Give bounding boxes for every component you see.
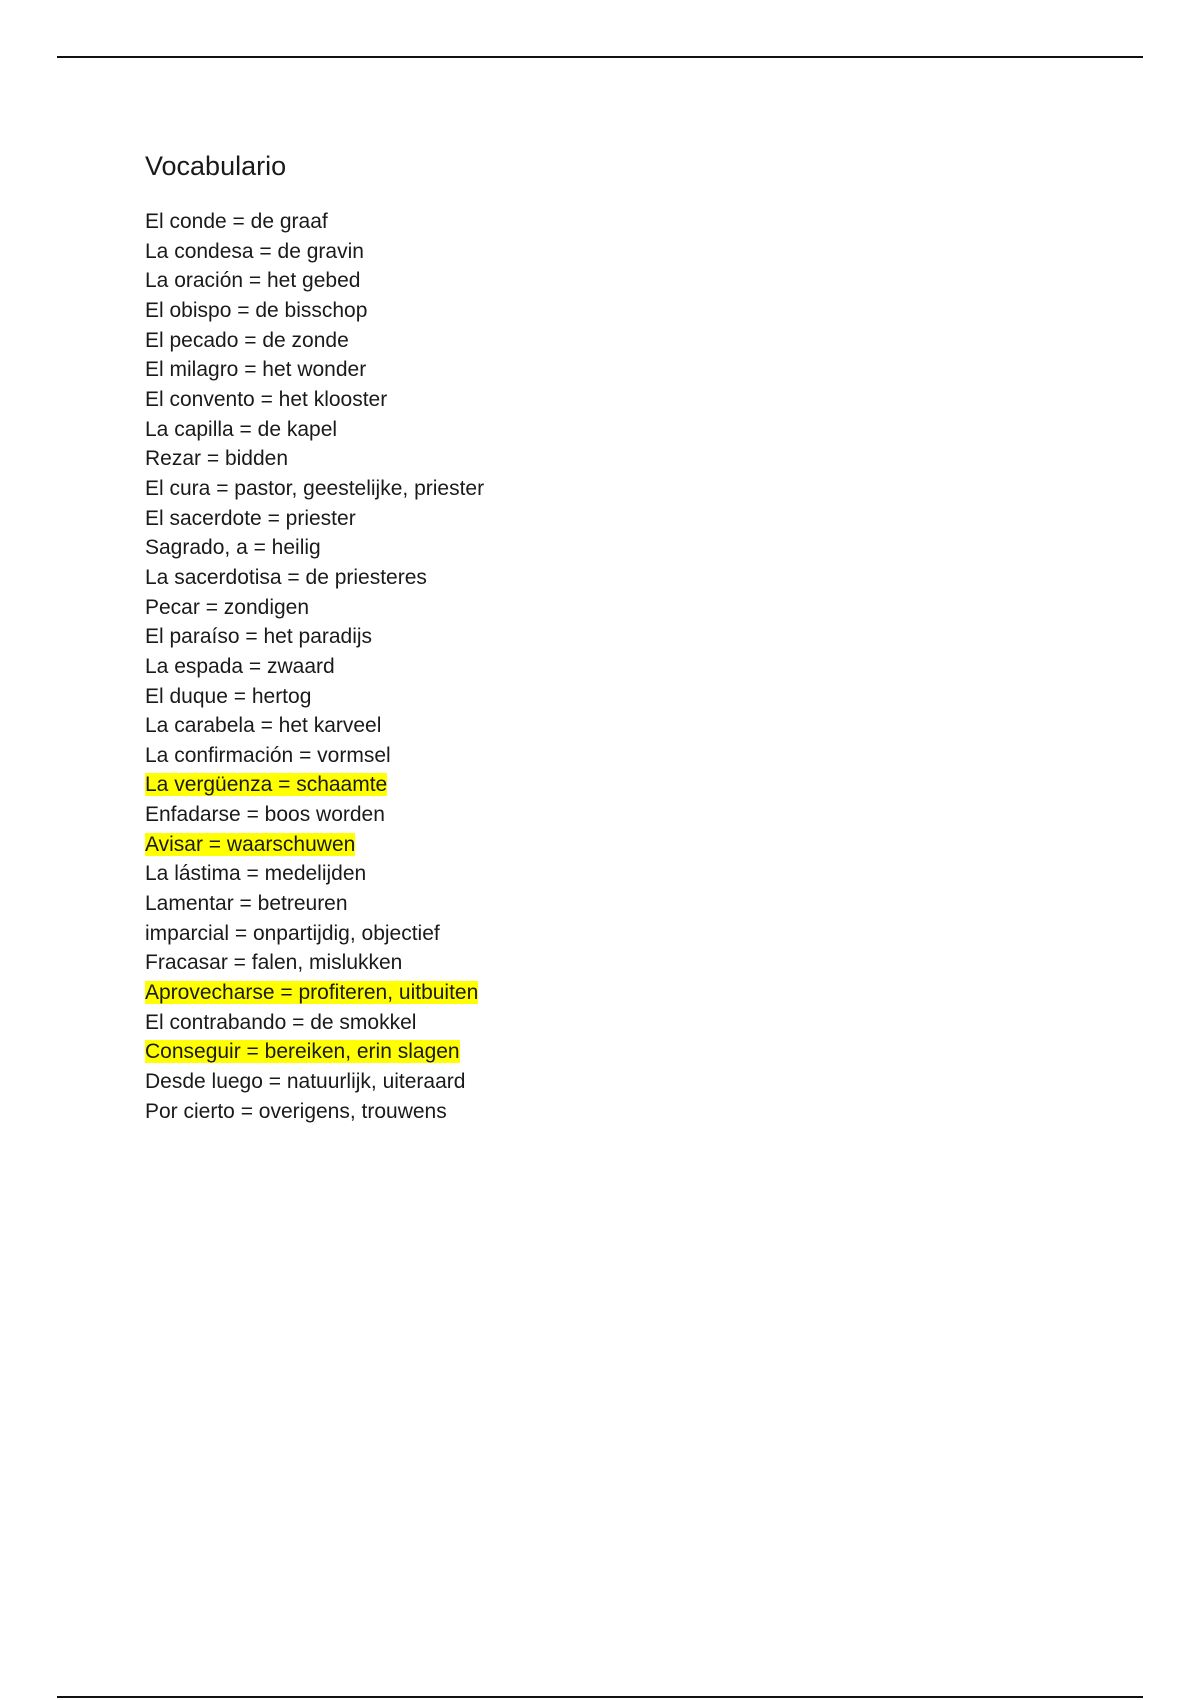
vocab-entry: [145, 948, 1045, 978]
vocab-text: El obispo = de bisschop: [145, 298, 368, 322]
vocab-text: Pecar = zondigen: [145, 595, 310, 619]
vocab-text: imparcial = onpartijdig, objectief: [145, 921, 440, 945]
vocab-text: Rezar = bidden: [145, 447, 289, 471]
vocab-text: Desde luego = natuurlijk, uiteraard: [145, 1070, 466, 1094]
vocab-entry: [145, 385, 1045, 415]
vocab-text: El cura = pastor, geestelijke, priester: [145, 476, 485, 500]
vocab-text: El milagro = het wonder: [145, 358, 367, 382]
vocab-text: El pecado = de zonde: [145, 328, 349, 352]
vocab-text: Sagrado, a = heilig: [145, 536, 321, 560]
vocab-text: La condesa = de gravin: [145, 239, 364, 263]
footer-rule: [57, 1696, 1143, 1698]
vocab-entry: [145, 533, 1045, 563]
header-rule: [57, 56, 1143, 58]
vocab-entry: [145, 919, 1045, 949]
vocab-text: Por cierto = overigens, trouwens: [145, 1099, 447, 1123]
document-title: Vocabulario: [145, 151, 287, 181]
vocab-entry: [145, 474, 1045, 504]
vocab-entry: [145, 563, 1045, 593]
vocab-entry: [145, 1037, 1045, 1067]
vocab-entry: [145, 1067, 1045, 1097]
vocab-text: El conde = de graaf: [145, 210, 328, 233]
vocab-entry: [145, 978, 1045, 1008]
vocab-text: La oración = het gebed: [145, 269, 361, 293]
highlighted-vocab-text: Avisar = waarschuwen: [145, 832, 356, 856]
vocab-entry: [145, 444, 1045, 474]
vocab-entry: [145, 237, 1045, 267]
vocab-entry: [145, 800, 1045, 830]
vocab-entry: [145, 711, 1045, 741]
vocab-entry: [145, 652, 1045, 682]
vocab-entry: [145, 593, 1045, 623]
vocab-text: La carabela = het karveel: [145, 714, 382, 738]
vocab-text: La confirmación = vormsel: [145, 743, 391, 767]
vocab-text: Fracasar = falen, mislukken: [145, 951, 403, 975]
vocab-entry: [145, 415, 1045, 445]
vocab-entry: [145, 889, 1045, 919]
vocab-text: La sacerdotisa = de priesteres: [145, 565, 427, 589]
vocab-text: Lamentar = betreuren: [145, 892, 348, 916]
vocab-entry: [145, 682, 1045, 712]
vocab-text: Enfadarse = boos worden: [145, 803, 385, 827]
vocab-entry: [145, 770, 1045, 800]
vocab-entry: [145, 1097, 1045, 1127]
highlighted-vocab-text: Aprovecharse = profiteren, uitbuiten: [145, 981, 479, 1005]
vocab-entry: [145, 830, 1045, 860]
vocab-entry: [145, 266, 1045, 296]
vocab-text: La capilla = de kapel: [145, 417, 338, 441]
vocab-entry: [145, 296, 1045, 326]
vocab-entry: [145, 622, 1045, 652]
vocab-entry: [145, 504, 1045, 534]
vocabulary-list: [145, 207, 1045, 1126]
vocab-text: El sacerdote = priester: [145, 506, 356, 530]
vocab-text: El duque = hertog: [145, 684, 312, 708]
vocab-text: El paraíso = het paradijs: [145, 625, 373, 649]
vocab-entry: [145, 741, 1045, 771]
vocab-text: La espada = zwaard: [145, 654, 335, 678]
highlighted-vocab-text: Conseguir = bereiken, erin slagen: [145, 1040, 460, 1064]
vocab-entry: [145, 355, 1045, 385]
vocab-entry: [145, 326, 1045, 356]
document-body: [145, 146, 1045, 1126]
vocab-entry: [145, 1008, 1045, 1038]
vocab-entry: [145, 207, 1045, 237]
vocab-text: El contrabando = de smokkel: [145, 1010, 417, 1034]
vocab-text: La lástima = medelijden: [145, 862, 367, 886]
highlighted-vocab-text: La vergüenza = schaamte: [145, 773, 388, 797]
vocab-text: El convento = het klooster: [145, 387, 388, 411]
vocab-entry: [145, 859, 1045, 889]
